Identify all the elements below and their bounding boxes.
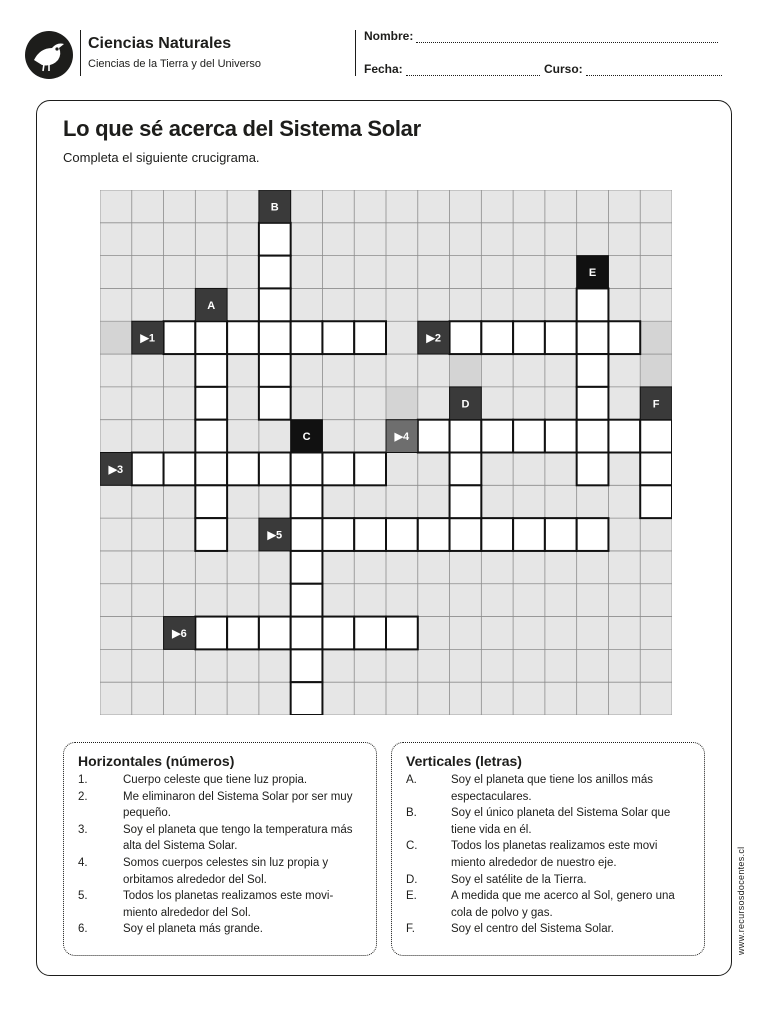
footer-site: www.recursosdocentes.cl [736,846,746,955]
clue-label: E [588,267,597,280]
course-label: Curso: [544,62,583,76]
answer-cell[interactable] [259,617,291,650]
answer-cell[interactable] [322,617,354,650]
crossword-grid [100,190,672,715]
answer-cell[interactable] [545,518,577,551]
answer-cell[interactable] [195,387,227,420]
answer-cell[interactable] [481,420,513,453]
page-header [0,0,768,95]
vertical-clue-text: Todos los planetas realizamos este movi miento alrededor de nuestro eje. [451,840,658,869]
horizontal-clue-item [78,772,362,789]
answer-cell[interactable] [322,453,354,486]
course-field[interactable] [544,62,722,76]
answer-cell[interactable] [322,518,354,551]
answer-cell[interactable] [195,453,227,486]
vertical-clue-number: C. [406,840,418,853]
horizontal-clue-text: Cuerpo celeste que tiene luz propia. [123,774,308,786]
answer-cell[interactable] [386,617,418,650]
answer-cell[interactable] [291,321,323,354]
horizontal-clue-number: 2. [78,790,88,803]
vertical-clues [391,742,705,956]
horizontal-clue-number: 3. [78,823,88,836]
answer-cell[interactable] [450,321,482,354]
answer-cell[interactable] [259,256,291,289]
answer-cell[interactable] [608,321,640,354]
shaded-cell [387,387,418,419]
horizontal-clue-text: Me eliminaron del Sistema Solar por ser muy pequeño. [123,790,353,820]
vertical-clue-text: A medida que me acerco al Sol, genero una cola de polvo y gas. [451,890,675,919]
clue-label: ▶4 [394,431,410,444]
answer-cell[interactable] [577,387,609,420]
answer-cell[interactable] [291,682,323,715]
clue-label: ▶1 [140,332,155,345]
horizontal-clue-item [78,855,362,888]
course-line[interactable] [586,63,722,76]
answer-cell[interactable] [132,453,164,486]
worksheet-title: Lo que sé acerca del Sistema Solar [63,116,421,141]
answer-cell[interactable] [195,518,227,551]
answer-cell[interactable] [291,551,323,584]
horizontal-clues-title: Horizontales (números) [78,753,235,769]
vertical-clue-item [406,838,690,871]
answer-cell[interactable] [259,288,291,321]
answer-cell[interactable] [577,453,609,486]
horizontal-clue-number: 1. [78,774,88,786]
answer-cell[interactable] [291,485,323,518]
answer-cell[interactable] [640,453,672,486]
vertical-clue-number: A. [406,774,417,786]
answer-cell[interactable] [386,518,418,551]
answer-cell[interactable] [640,420,672,453]
answer-cell[interactable] [354,453,386,486]
clue-label: F [652,398,660,411]
shaded-cell [101,322,132,354]
vertical-clue-number: D. [406,873,418,886]
vertical-clue-item [406,921,690,938]
vertical-clue-text: Soy el planeta que tiene los anillos más espectaculares. [451,774,654,803]
answer-cell[interactable] [195,617,227,650]
vertical-clue-item [406,872,690,889]
horizontal-clue-item [78,789,362,822]
vertical-clue-item [406,772,690,805]
horizontal-clues [63,742,377,956]
answer-cell[interactable] [195,321,227,354]
horizontal-clue-item [78,822,362,855]
answer-cell[interactable] [450,518,482,551]
answer-cell[interactable] [291,453,323,486]
answer-cell[interactable] [259,354,291,387]
answer-cell[interactable] [227,617,259,650]
answer-cell[interactable] [450,420,482,453]
horizontal-clue-text: Soy el planeta más grande. [123,923,264,936]
answer-cell[interactable] [227,321,259,354]
subject-subtitle: Ciencias de la Tierra y del Universo [88,58,262,70]
answer-cell[interactable] [195,354,227,387]
answer-cell[interactable] [577,420,609,453]
answer-cell[interactable] [322,321,354,354]
vertical-clues-title: Verticales (letras) [406,753,522,769]
clue-label: ▶2 [426,332,441,345]
form-divider [355,30,356,76]
answer-cell[interactable] [195,420,227,453]
answer-cell[interactable] [577,288,609,321]
answer-cell[interactable] [481,321,513,354]
shaded-cell [450,355,481,387]
horizontal-clue-text: Somos cuerpos celestes sin luz propia y orbitamos alrededor del Sol. [123,856,329,886]
clue-label: D [461,398,470,411]
answer-cell[interactable] [640,485,672,518]
vertical-clue-text: Soy el único planeta del Sistema Solar que tiene vida en él. [451,807,671,836]
vertical-clue-number: E. [406,890,417,903]
answer-cell[interactable] [259,387,291,420]
vertical-clue-text: Soy el satélite de la Tierra. [451,873,587,886]
name-line[interactable] [416,30,718,43]
answer-cell[interactable] [291,518,323,551]
clue-label: ▶3 [108,463,124,476]
answer-cell[interactable] [608,420,640,453]
horizontal-clue-text: Todos los planetas realizamos este movi- miento alrededor del Sol. [123,890,334,919]
answer-cell[interactable] [354,518,386,551]
answer-cell[interactable] [545,420,577,453]
answer-cell[interactable] [513,321,545,354]
clue-label: B [270,201,279,214]
bird-logo-icon [24,30,74,80]
clue-label: ▶6 [172,627,187,640]
answer-cell[interactable] [577,354,609,387]
answer-cell[interactable] [513,420,545,453]
shaded-cell [641,322,672,354]
answer-cell[interactable] [577,321,609,354]
name-field[interactable] [364,29,718,43]
answer-cell[interactable] [259,223,291,256]
subject-title: Ciencias Naturales [88,35,232,52]
answer-cell[interactable] [354,617,386,650]
horizontal-clue-list [78,772,362,938]
horizontal-clue-item [78,921,362,938]
vertical-clue-item [406,888,690,921]
horizontal-clue-item [78,888,362,921]
answer-cell[interactable] [164,453,196,486]
answer-cell[interactable] [354,321,386,354]
clue-label: A [207,299,216,312]
vertical-clue-list [406,772,690,938]
horizontal-clue-number: 4. [78,856,88,869]
answer-cell[interactable] [291,617,323,650]
answer-cell[interactable] [577,518,609,551]
answer-cell[interactable] [291,649,323,682]
answer-cell[interactable] [418,420,450,453]
answer-cell[interactable] [291,584,323,617]
clue-label: ▶5 [267,529,283,542]
answer-cell[interactable] [259,321,291,354]
answer-cell[interactable] [418,518,450,551]
answer-cell[interactable] [164,321,196,354]
vertical-clue-number: B. [406,807,417,820]
vertical-clue-item [406,805,690,838]
clue-label: C [302,431,311,444]
date-line[interactable] [406,63,540,76]
shaded-cell [641,355,672,387]
answer-cell[interactable] [450,453,482,486]
horizontal-clue-text: Soy el planeta que tengo la temperatura más alta del Sistema Solar. [123,823,353,853]
answer-cell[interactable] [481,518,513,551]
name-label: Nombre: [364,29,414,43]
vertical-clue-number: F. [406,923,415,936]
answer-cell[interactable] [545,321,577,354]
answer-cell[interactable] [259,453,291,486]
date-label: Fecha: [364,62,403,76]
answer-cell[interactable] [513,518,545,551]
worksheet-instruction: Completa el siguiente crucigrama. [63,150,260,165]
horizontal-clue-number: 6. [78,923,88,936]
date-field[interactable] [364,62,540,76]
crossword-svg [100,190,672,715]
horizontal-clue-number: 5. [78,890,88,903]
logo-divider [80,30,81,76]
answer-cell[interactable] [450,485,482,518]
vertical-clue-text: Soy el centro del Sistema Solar. [451,923,614,936]
answer-cell[interactable] [195,485,227,518]
answer-cell[interactable] [227,453,259,486]
